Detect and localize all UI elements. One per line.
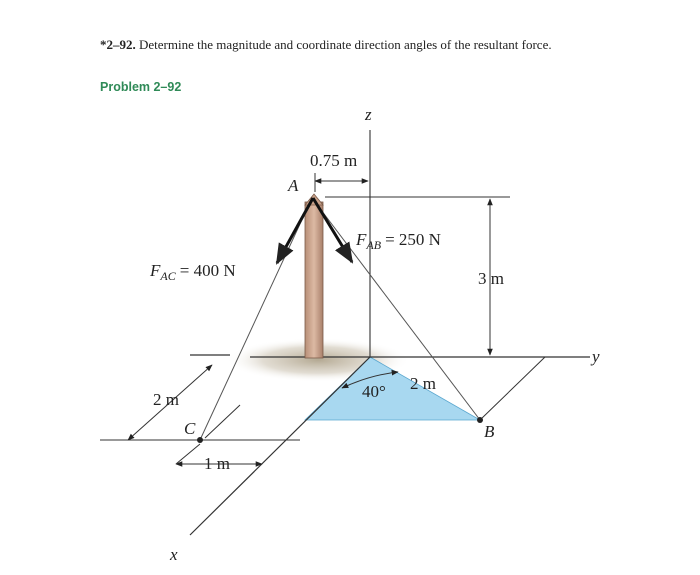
angle-label: 40°: [362, 382, 386, 401]
force-ac-label: [149, 261, 236, 283]
axis-y-label: y: [592, 347, 600, 366]
force-ab-subscript: AB: [366, 238, 382, 252]
axis-z-label: z: [365, 105, 372, 124]
point-c-label: C: [184, 419, 196, 438]
force-ac-subscript: AC: [160, 269, 176, 283]
problem-statement-text: Determine the magnitude and coordinate direction angles of the resultant force.: [139, 37, 552, 52]
dim-top-label: 0.75 m: [310, 151, 358, 170]
dim-cx-tick: [176, 444, 200, 464]
axis-x-label: x: [170, 545, 178, 564]
dim-y-label: 2 m: [410, 374, 436, 393]
point-b-label: B: [484, 422, 495, 441]
cable-ac: [200, 198, 312, 440]
dim-cx-label: 1 m: [204, 454, 230, 473]
force-ac-value: = 400 N: [179, 261, 236, 280]
force-ab-label: [355, 230, 441, 252]
point-c-marker: [197, 437, 203, 443]
force-ab-symbol: F: [356, 230, 367, 249]
ground-line-b: [480, 357, 545, 420]
problem-number: *2–92.: [100, 37, 136, 52]
pole: [305, 202, 323, 358]
point-a-label: A: [288, 176, 299, 195]
dim-x-label: 2 m: [153, 390, 179, 409]
dim-height-label: 3 m: [478, 269, 504, 288]
force-ab-value: = 250 N: [385, 230, 441, 249]
ground-line-c-up: [205, 405, 240, 438]
force-ac-symbol: F: [150, 261, 161, 280]
point-b-marker: [477, 417, 483, 423]
problem-figure-label: Problem 2–92: [100, 80, 182, 94]
x-axis-line: [190, 357, 370, 535]
